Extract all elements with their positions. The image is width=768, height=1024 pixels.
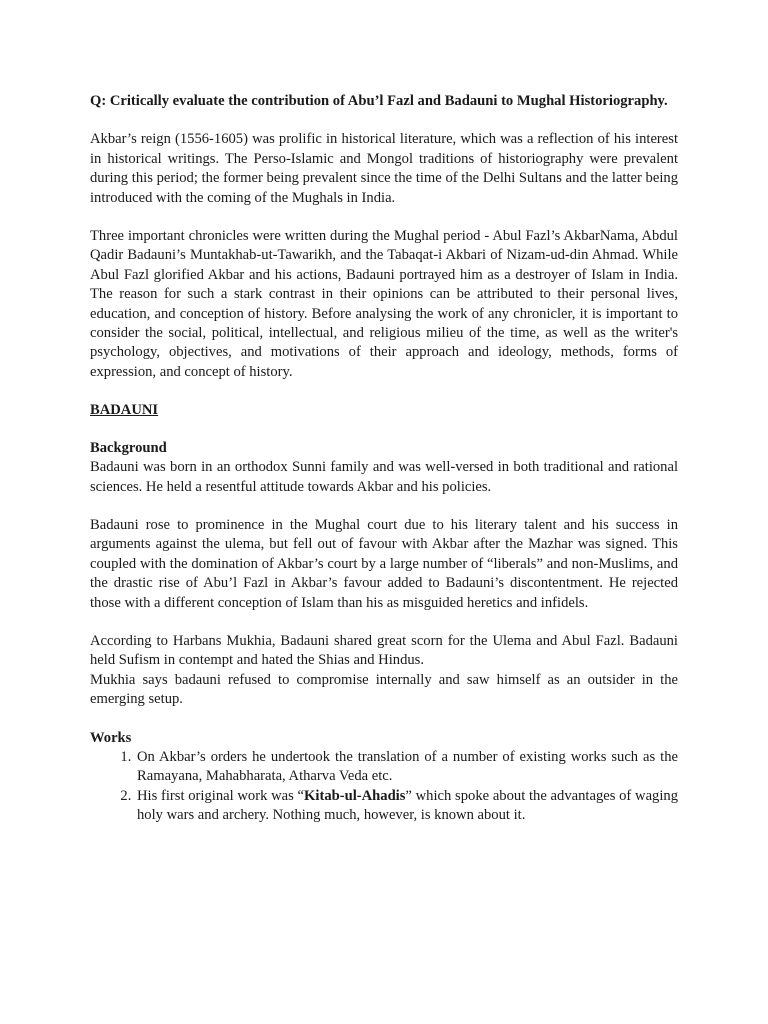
works-item-1-text: On Akbar’s orders he undertook the translation of a number of existing works such as the Ramayana, Mahabharata, Atharva Veda etc. — [137, 748, 678, 785]
background-paragraph-2: Badauni rose to prominence in the Mughal court due to his literary talent and his success in arguments against the ulema, but fell out of favour with Akbar after the Mazhar was signed. This coupled with the domination of Akbar’s court by a large number of “liberals” and non-Muslims, and the drastic rise of Abu’l Fazl in Akbar’s favour added to Badauni’s discontentment. He rejected those with a different conception of Islam than his as misguided heretics and infidels. — [90, 516, 678, 611]
section-title-badauni: BADAUNI — [90, 402, 159, 419]
background-paragraph-4: Mukhia says badauni refused to compromise internally and saw himself as an outsider in the emerging setup. — [90, 671, 678, 708]
background-heading: Background — [90, 439, 167, 456]
intro-paragraph-2: Three important chronicles were written during the Mughal period - Abul Fazl’s AkbarNama, Abdul Qadir Badauni’s Muntakhab-ut-Tawarikh, and the Tabaqat-i Akbari of Nizam-ud-din Ahmad. While Abul Fazl glorified Akbar and his actions, Badauni portrayed him as a destroyer of Islam in India. The reason for such a stark contrast in their opinions can be attributed to their personal lives, education, and conception of history. Before analysing the work of any chronicler, it is important to consider the social, political, intellectual, and religious milieu of the time, as well as the writer's psychology, objectives, and motivations of their approach and ideology, methods, forms of expression, and concept of history. — [90, 228, 678, 380]
background-paragraph-1: Badauni was born in an orthodox Sunni family and was well-versed in both traditional and rational sciences. He held a resentful attitude towards Akbar and his policies. — [90, 459, 678, 495]
works-item-2 — [135, 787, 678, 826]
works-item-2-suffix: ” which spoke about the advantages of waging holy wars and archery. Nothing much, however, is known about it. — [137, 787, 678, 824]
question-heading: Q: Critically evaluate the contribution of Abu’l Fazl and Badauni to Mughal Historiography. — [90, 93, 668, 109]
intro-paragraph-1: Akbar’s reign (1556-1605) was prolific in historical literature, which was a reflection of his interest in historical writings. The Perso-Islamic and Mongol traditions of historiography were prevalent during this period; the former being prevalent since the time of the Delhi Sultans and the latter being introduced with the coming of the Mughals in India. — [90, 131, 678, 206]
works-item-1 — [135, 748, 678, 787]
works-item-2-prefix: His first original work was “ — [137, 787, 305, 804]
document-page — [90, 92, 678, 826]
works-item-2-title: Kitab-ul-Ahadis — [304, 787, 406, 804]
works-heading: Works — [90, 729, 132, 746]
works-list — [90, 748, 678, 826]
background-paragraph-3: According to Harbans Mukhia, Badauni shared great scorn for the Ulema and Abul Fazl. Badauni held Sufism in contempt and hated the Shias and Hindus. — [90, 632, 678, 669]
